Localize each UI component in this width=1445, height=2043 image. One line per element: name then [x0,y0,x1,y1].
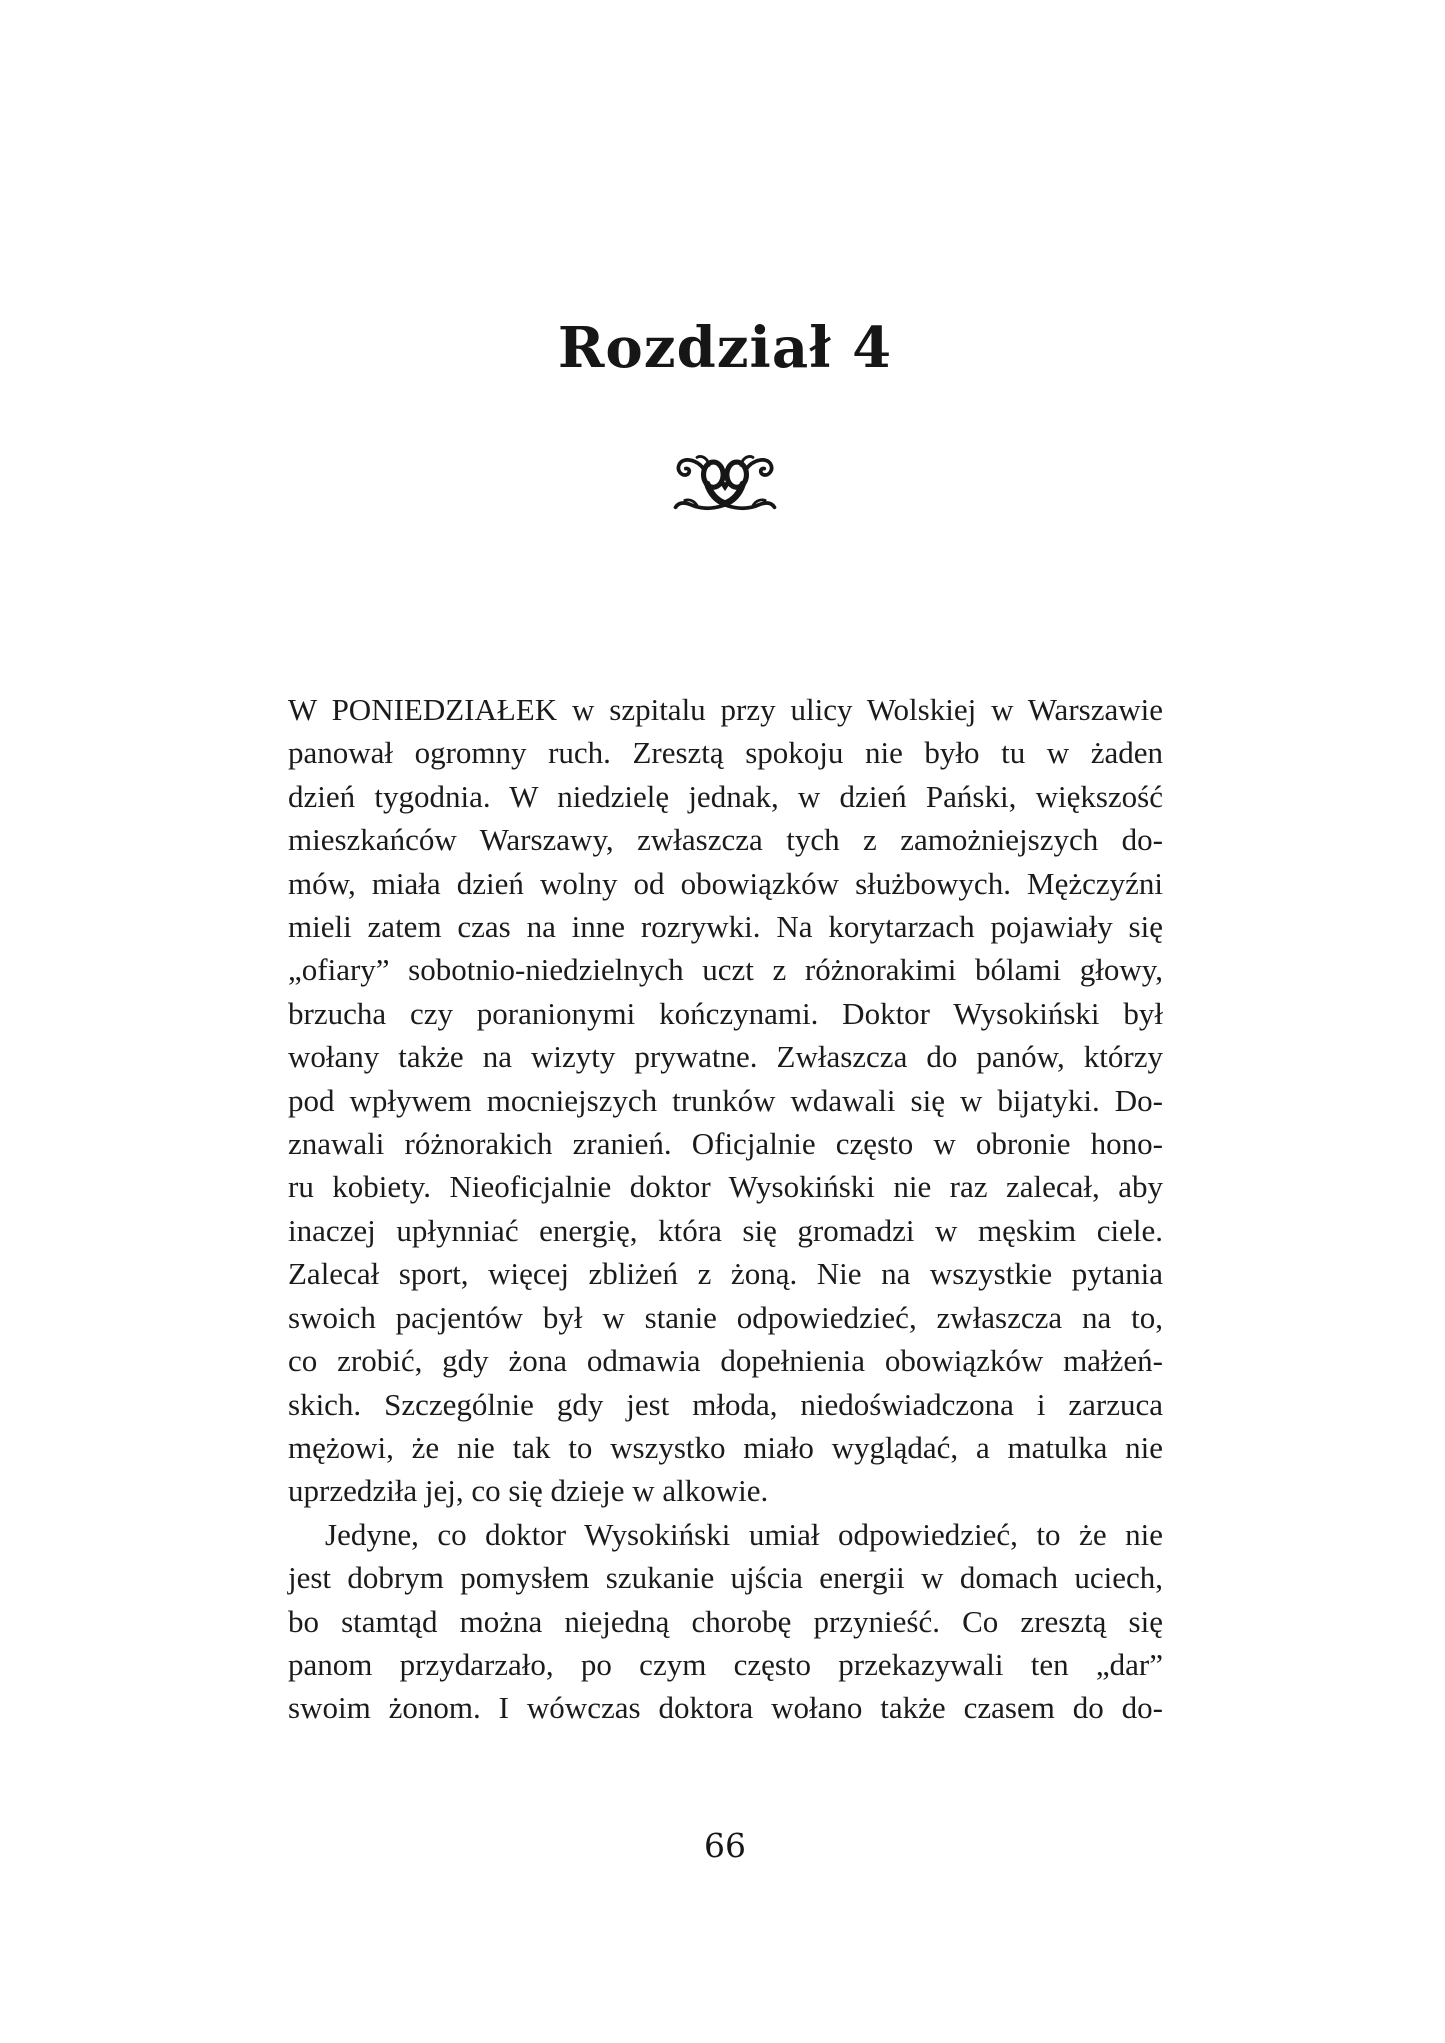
text-line: co zrobić, gdy żona odmawia dopełnienia obowiązków małżeń- [288,1343,1163,1379]
floral-flourish-ornament [287,452,1163,516]
text-line: znawali różnorakich zranień. Oficjalnie często w obronie hono- [288,1126,1163,1162]
text-line: mieli zatem czas na inne rozrywki. Na korytarzach pojawiały się [288,909,1163,945]
text-line: brzucha czy poranionymi kończynami. Doktor Wysokiński był [288,995,1163,1031]
text-line: mieszkańców Warszawy, zwłaszcza tych z zamożniejszych do- [288,822,1163,858]
text-line: uprzedziła jej, co się dzieje w alkowie. [288,1473,769,1509]
text-line: swoich pacjentów był w stanie odpowiedzieć, zwłaszcza na to, [288,1299,1163,1335]
text-line: inaczej upłynniać energię, która się gromadzi w męskim ciele. [288,1212,1163,1248]
text-line: dzień tygodnia. W niedzielę jednak, w dzień Pański, większość [288,778,1163,814]
text-line: Zalecał sport, więcej zbliżeń z żoną. Nie na wszystkie pytania [288,1256,1163,1292]
text-line: ru kobiety. Nieoficjalnie doktor Wysokiński nie raz zalecał, aby [288,1169,1163,1205]
text-line: mów, miała dzień wolny od obowiązków służbowych. Mężczyźni [288,865,1163,901]
text-line: panom przydarzało, po czym często przekazywali ten „dar” [288,1646,1163,1682]
text-line: swoim żonom. I wówczas doktora wołano także czasem do do- [288,1690,1163,1726]
text-line: wołany także na wizyty prywatne. Zwłaszcza do panów, którzy [288,1039,1163,1075]
text-line: panował ogromny ruch. Zresztą spokoju nie było tu w żaden [288,735,1163,771]
chapter-title: Rozdział 4 [557,315,893,381]
text-line: mężowi, że nie tak to wszystko miało wyglądać, a matulka nie [288,1429,1163,1465]
text-line: pod wpływem mocniejszych trunków wdawali się w bijatyki. Do- [288,1082,1163,1118]
page-number: 66 [704,1826,746,1865]
text-line: W PONIEDZIAŁEK w szpitalu przy ulicy Wolskiej w Warszawie [288,692,1163,727]
text-line: jest dobrym pomysłem szukanie ujścia energii w domach uciech, [288,1560,1163,1596]
text-line: Jedyne, co doktor Wysokiński umiał odpowiedzieć, to że nie [325,1516,1163,1552]
body-text [288,688,1163,1730]
text-line: „ofiary” sobotnio-niedzielnych uczt z różnorakimi bólami głowy, [288,952,1163,988]
text-line: skich. Szczególnie gdy jest młoda, niedoświadczona i zarzuca [288,1386,1163,1422]
text-line: bo stamtąd można niejedną chorobę przynieść. Co zresztą się [288,1603,1163,1639]
